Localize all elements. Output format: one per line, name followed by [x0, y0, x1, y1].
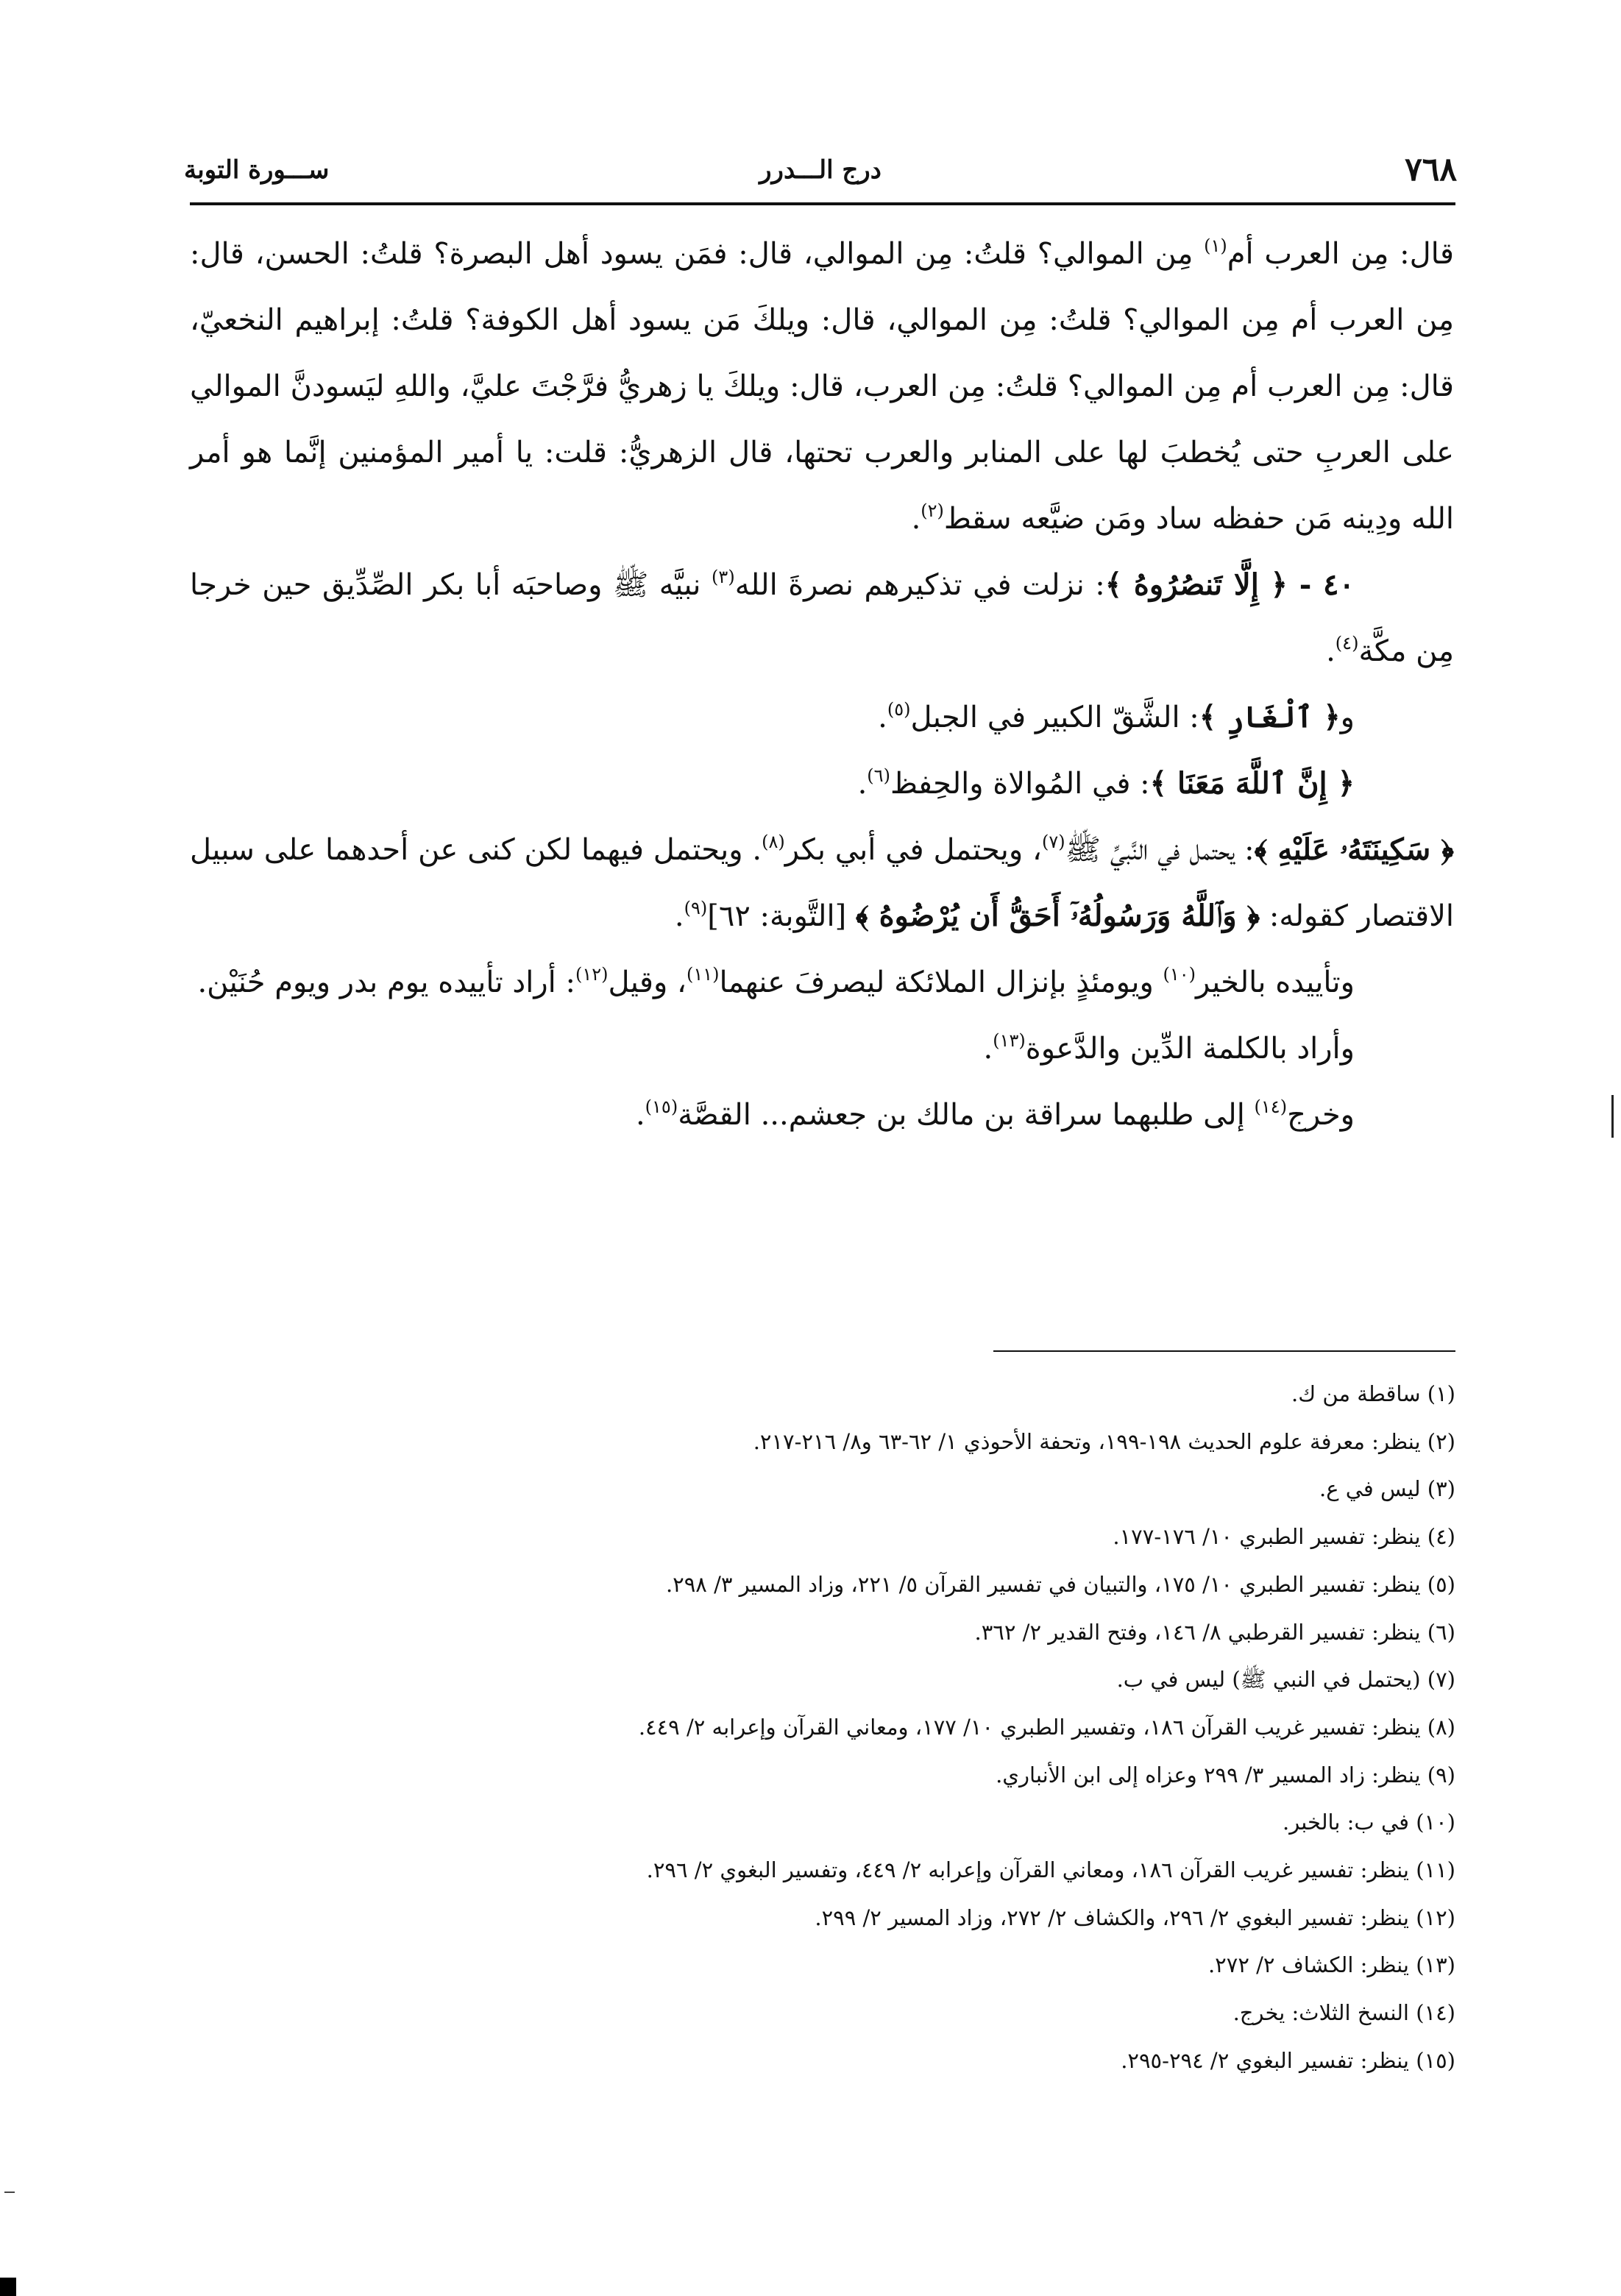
footnote: (٧) (يحتمل في النبي ﷺ) ليس في ب.	[1116, 1667, 1455, 1693]
footnotes	[294, 1370, 1455, 2085]
main-text	[190, 221, 1454, 1148]
text-run: .	[674, 899, 684, 933]
text-run: : نزلت في تذكيرهم نصرةَ الله	[734, 568, 1105, 602]
footnote-ref: (١٢)	[575, 964, 609, 985]
verse-number: ٤٠ -	[1287, 567, 1355, 602]
text-run: ، وقيل	[608, 965, 687, 999]
footnote: (١٣) ينظر: الكشاف ٢/ ٢٧٢.	[1207, 1952, 1455, 1978]
footnote: (٣) ليس في ع.	[1319, 1476, 1455, 1502]
scan-margin-mark	[1611, 1095, 1614, 1138]
footnote-ref: (٤)	[1335, 633, 1359, 653]
quran-verse: ﴿ إِلَّا تَنصُرُوهُ ﴾	[1104, 567, 1288, 602]
footnote-ref: (٨)	[762, 832, 785, 852]
running-header	[184, 151, 1457, 195]
footnote: (١١) ينظر: تفسير غريب القرآن ١٨٦، ومعاني القرآن وإعرابه ٢/ ٤٤٩، وتفسير البغوي ٢/ ٢٩٦.	[646, 1857, 1455, 1883]
text-run: .	[983, 1032, 993, 1066]
footnote: (٤) ينظر: تفسير الطبري ١٠/ ١٧٦-١٧٧.	[1113, 1524, 1455, 1550]
text-run: : في المُوالاة والحِفظ	[890, 767, 1150, 801]
footnote-ref: (٩)	[684, 898, 708, 918]
footnote: (٨) ينظر: تفسير غريب القرآن ١٨٦، وتفسير الطبري ١٠/ ١٧٧، ومعاني القرآن وإعرابه ٢/ ٤٤٩.	[638, 1714, 1455, 1740]
text-run: مِن الموالي؟ قلتُ: مِن الموالي، قال: فمَن يسود أهل البصرة؟ قلتُ: الحسن، قال: مِن العرب أم مِن الموالي؟ قلتُ: مِن الموالي، قال: ويلكَ مَن يسود أهل الكوفة؟ قلتُ: إبراهيم النخعيّ، قال: مِن العرب أم مِن الموالي؟ قلتُ: مِن العرب، قال: ويلكَ يا زهريُّ فرَّجْتَ عليَّ، واللهِ ليَسودنَّ الموالي على العربِ حتى يُخطبَ لها على المنابر والعرب تحتها، قال الزهريُّ: قلت: يا أمير المؤمنين إنَّما هو أمر الله ودِينه مَن حفظه ساد ومَن ضيَّعه سقط	[190, 237, 1454, 536]
text-run: : يحتمل في النَّبيِّ ﷺ	[1065, 833, 1255, 867]
footnote-ref: (٦)	[867, 765, 890, 786]
page-number: ٧٦٨	[1405, 151, 1457, 188]
paragraph-sakina	[190, 817, 1454, 949]
text-run: .	[857, 767, 868, 801]
footnote-ref: (١٣)	[993, 1030, 1026, 1051]
text-run: و	[1340, 701, 1355, 734]
text-run: وخرج	[1287, 1098, 1355, 1132]
text-run: . ويحتمل فيهما لكن كنى عن أحدهما على سبيل الاقتصار كقوله:	[190, 833, 1454, 933]
paragraph-tayid	[190, 949, 1454, 1016]
paragraph-ghar	[190, 684, 1454, 751]
header-rule	[190, 202, 1455, 205]
text-run: .	[911, 502, 921, 536]
text-run: قال: مِن العرب أم	[1227, 237, 1454, 271]
paragraph-kalima	[190, 1016, 1454, 1082]
quran-verse: ﴿ ٱلْغَارِ ﴾	[1199, 700, 1341, 734]
footnote: (٩) ينظر: زاد المسير ٣/ ٢٩٩ وعزاه إلى ابن الأنباري.	[996, 1762, 1455, 1787]
footnote-ref: (١٤)	[1254, 1096, 1288, 1117]
text-run: إلى طلبهما سراقة بن مالك بن جعشم... القصَّة	[678, 1098, 1255, 1132]
footnote-ref: (١٥)	[645, 1096, 678, 1117]
text-run: وأراد بالكلمة الدِّين والدَّعوة	[1025, 1032, 1355, 1066]
text-run: [التَّوبة: ٦٢]	[707, 899, 856, 933]
text-run: نبيَّه ﷺ وصاحبَه أبا بكر الصِّدِّيق حين خرجا مِن مكَّة	[190, 568, 1454, 668]
quran-verse: ﴿ سَكِينَتَهُۥ عَلَيْهِ ﴾	[1254, 832, 1454, 867]
paragraph-suraqa	[190, 1082, 1454, 1148]
text-run: : الشَّقّ الكبير في الجبل	[910, 701, 1199, 734]
paragraph-maana	[190, 751, 1454, 817]
text-run: وتأييده بالخير	[1196, 965, 1355, 999]
text-run: .	[878, 701, 887, 734]
text-run: ويومئذٍ بإنزال الملائكة ليصرفَ عنهما	[719, 965, 1163, 999]
footnote-ref: (٧)	[1041, 832, 1065, 852]
text-run: .	[635, 1098, 645, 1132]
footnote: (١٤) النسخ الثلاث: يخرج.	[1232, 2000, 1455, 2026]
footnote-ref: (٥)	[887, 699, 911, 720]
quran-verse: ﴿ وَٱللَّهُ وَرَسُولُهُۥٓ أَحَقُّ أَن يُرْضُوهُ ﴾	[855, 899, 1260, 933]
footnote-ref: (١١)	[686, 964, 720, 985]
footnote-ref: (٢)	[921, 500, 944, 521]
footnote-ref: (٣)	[712, 567, 735, 587]
footnote: (٦) ينظر: تفسير القرطبي ٨/ ١٤٦، وفتح القدير ٢/ ٣٦٢.	[974, 1619, 1455, 1645]
footnote-ref: (١)	[1204, 235, 1227, 256]
footnote: (١) ساقطة من ك.	[1291, 1381, 1455, 1406]
scan-corner-mark	[0, 2278, 16, 2296]
paragraph-verse-40	[190, 552, 1454, 684]
footnote: (١٠) في ب: بالخبر.	[1283, 1810, 1455, 1835]
footnote-ref: (١٠)	[1163, 964, 1196, 985]
scan-margin-mark	[4, 2192, 15, 2193]
footnote: (١٢) ينظر: تفسير البغوي ٢/ ٢٩٦، والكشاف ٢/ ٢٧٢، وزاد المسير ٢/ ٢٩٩.	[815, 1905, 1455, 1930]
text-run: ، ويحتمل في أبي بكر	[784, 833, 1042, 867]
footnote: (١٥) ينظر: تفسير البغوي ٢/ ٢٩٤-٢٩٥.	[1121, 2047, 1455, 2073]
quran-verse: ﴿ إِنَّ ٱللَّهَ مَعَنَا ﴾	[1149, 766, 1355, 801]
text-run: : أراد تأييده يوم بدر ويوم حُنَيْن.	[197, 965, 575, 999]
footnote: (٢) ينظر: معرفة علوم الحديث ١٩٨-١٩٩، وتحفة الأحوذي ١/ ٦٢-٦٣ و٨/ ٢١٦-٢١٧.	[753, 1428, 1455, 1454]
footnote: (٥) ينظر: تفسير الطبري ١٠/ ١٧٥، والتبيان في تفسير القرآن ٥/ ٢٢١، وزاد المسير ٣/ ٢٩٨.	[665, 1571, 1455, 1597]
paragraph-1	[190, 221, 1454, 552]
surah-name: ســـورة التوبة	[184, 155, 330, 185]
footnote-rule	[993, 1350, 1455, 1352]
book-title: درج الـــدرر	[759, 155, 882, 185]
text-run: .	[1326, 634, 1336, 668]
